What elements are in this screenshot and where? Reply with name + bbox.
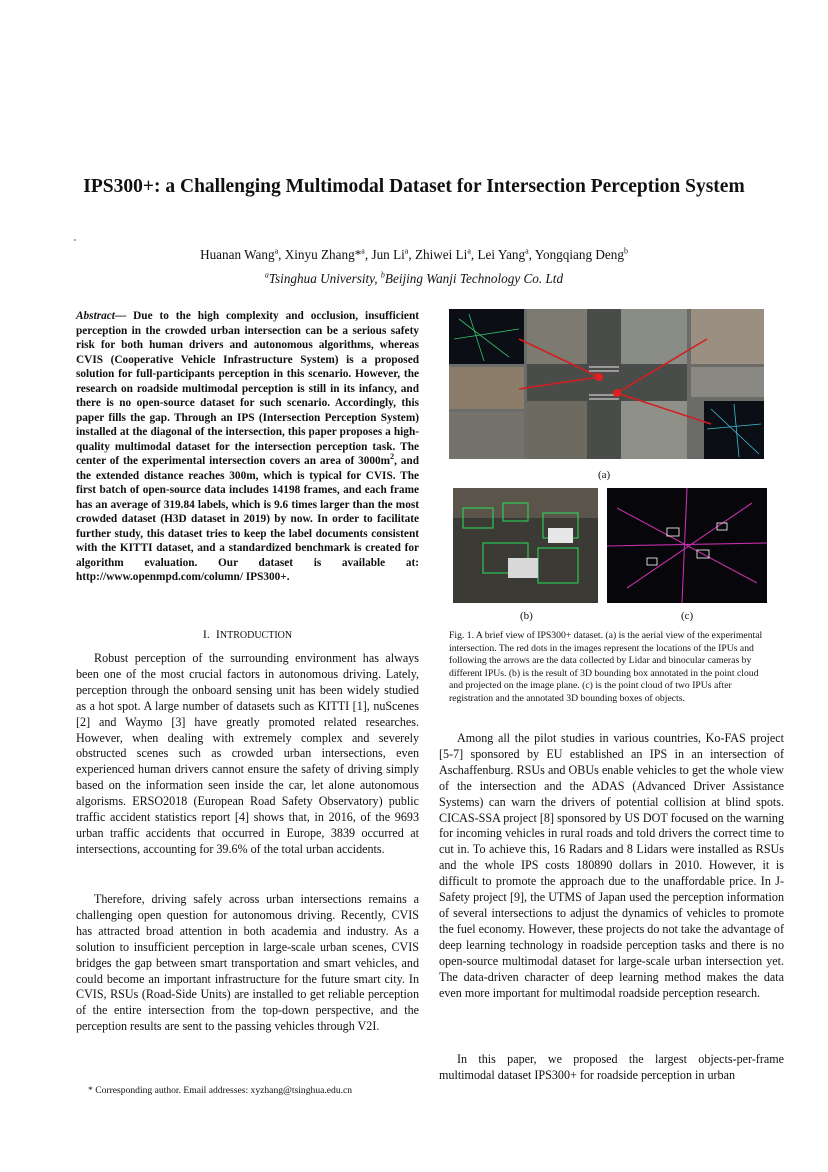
abstract: Abstract— Due to the high complexity and occlusion, insufficient perception in the crowded urban intersection can be a serious safety risk for both human drivers and autonomous algorithms, whereas CVIS (Cooperative Vehicle Infrastructure System) is a proposed solution for full-participants perception in this scenario. However, the research on roadside multimodal perception is still in its infancy, and there is no open-source dataset for such scenario. Accordingly, this paper fills the gap. Through an IPS (Intersection Perception System) installed at the diagonal of the intersection, this paper proposes a high-quality multimodal dataset for the intersection perception task. The center of the experimental intersection covers an area of $3000m^2$, and the extended distance reaches 300m, which is typical for CVIS. The first batch of open-source data includes 14198 frames, and each frame has an average of 319.84 labels, which is 9.6 times larger than the most crowded dataset (H3D dataset in 2019) by now. In order to facilitate further study, this dataset tries to keep the label documents consistent with the KITTI dataset, and a standardized benchmark is created for algorithm evaluation. Our dataset is available at: http://www.openmpd.com/column/ IPS300+. xyxy=(76,310,419,583)
col2-paragraph-1: Among all the pilot studies in various countries, Ko-FAS project [5-7] sponsored by EU established an IPS in an intersection of Aschaffenburg. RSUs and OBUs enable vehicles to get the whole view of the intersection and the ADAS (Advanced Driver Assistance Systems) can warn the drivers of potential collision at blind spots. CICAS-SSA project [8] sponsored by US DOT focused on the warning for incoming vehicles in rural roads and told drivers the correct time to cut in. To achieve this, 16 Radars and 8 Lidars were installed as RSUs and the whole IPS costs 180890 dollars in 2010. However, it is difficult to promote the approach due to the unaffordable price. In J-Safety project [9], the UTMS of Japan used the perception information of several intersections to adjust the dynamics of vehicles to promote the fuel economy. However, these projects do not take the advantage of deep learning technology in roadside perception tasks and there is no open-source multimodal dataset for large-scale urban intersection yet. The data-driven character of deep learning method makes the data even more important for multimodal roadside perception research. xyxy=(439,731,784,1000)
figure-point-cloud xyxy=(607,488,767,603)
corresponding-author-footnote: * Corresponding author. Email addresses: xyzhang@tsinghua.edu.cn xyxy=(88,1085,353,1096)
figure-caption: Fig. 1. A brief view of IPS300+ dataset. (a) is the aerial view of the experimental intersection. The red dots in the images represent the locations of the IPUs and following the arrows are the data collected by Lidar and binocular cameras by different IPUs. (b) is the result of 3D bounding box annotated in the point cloud and projected on the image plane. (c) is the point cloud of two IPUs after registration and the annotated 3D bounding boxes of objects. xyxy=(449,630,763,704)
author-3: Jun Li$^a$ xyxy=(371,246,409,262)
author-list: Huanan Wang$^a$, Xinyu Zhang*$^a$, Jun Li$^a$, Zhiwei Li$^a$, Lei Yang$^a$, Yongqiang Deng$^b$ xyxy=(200,246,628,262)
affiliations: $^a$Tsinghua University, $^b$Beijing Wanji Technology Co. Ltd xyxy=(264,270,564,286)
intro-paragraph-2: Therefore, driving safely across urban intersections remains a challenging open question for autonomous driving. Recently, CVIS has attracted broad attention in both academia and industry. As a solution to insufficient perception in large-scale urban scenes, CVIS bridges the gap between smart transportation and smart vehicles, and could become an important infrastructure for the future smart city. In CVIS, RSUs (Road-Side Units) are installed to get reliable perception of the entire intersection from the top-down perspective, and the perception results are sent to the passing vehicles through V2I. xyxy=(76,892,419,1034)
author-6: Yongqiang Deng$^b$ xyxy=(534,246,628,262)
figure-label-c: (c) xyxy=(681,610,694,622)
paper-title: IPS300+: a Challenging Multimodal Dataset for Intersection Perception System xyxy=(83,176,745,197)
abstract-text: Due to the high complexity and occlusion, insufficient perception in the crowded urban intersection can be a serious safety risk for both human drivers and autonomous algorithms, whereas CVIS (Cooperative Vehicle Infrastructure System) is a proposed solution for full-participants perception in this scenario. However, the research on roadside multimodal perception is still in its infancy, and there is no open-source dataset for such scenario. Accordingly, this paper fills the gap. Through an IPS (Intersection Perception System) installed at the diagonal of the intersection, this paper proposes a high-quality multimodal dataset for the intersection perception task. The center of the experimental intersection covers an area of 3000m xyxy=(76,310,419,467)
figure-label-b: (b) xyxy=(520,610,533,622)
col2-paragraph-2: In this paper, we proposed the largest objects-per-frame multimodal dataset IPS300+ for roadside perception in urban xyxy=(439,1052,784,1082)
author-2: Xinyu Zhang*$^a$ xyxy=(284,246,365,262)
intro-paragraph-1: Robust perception of the surrounding environment has always been one of the most crucial factors in autonomous driving. Lately, perception through the onboard sensing unit has been widely studied as a hot spot. A large number of datasets such as KITTI [1], nuScenes [2] and Waymo [3] have greatly promoted related researches. However, when dealing with extremely complex and severely obstructed scenes such as crowded urban intersections, even experienced human drivers cannot ensure the safety of driving simply based on the information seen inside the car, let alone autonomous algorisms. ERSO2018 (European Road Safety Observatory) public traffic accident statistics report [4] shows that, in 2016, of the 9693 urban traffic accidents that occurred in Europe, 3839 occurred at intersections, accounting for 39.6% of the total urban accidents. xyxy=(76,651,419,856)
page-mark xyxy=(74,239,76,241)
figure-aerial-intersection xyxy=(449,309,764,459)
author-5: Lei Yang$^a$ xyxy=(477,246,529,262)
author-4: Zhiwei Li$^a$ xyxy=(414,246,471,262)
author-1: Huanan Wang$^a$ xyxy=(200,246,279,262)
section-heading-introduction: I. INTRODUCTION xyxy=(202,627,293,641)
figure-label-a: (a) xyxy=(598,469,611,481)
figure-annotated-image xyxy=(453,488,598,603)
abstract-label: Abstract xyxy=(76,310,115,322)
